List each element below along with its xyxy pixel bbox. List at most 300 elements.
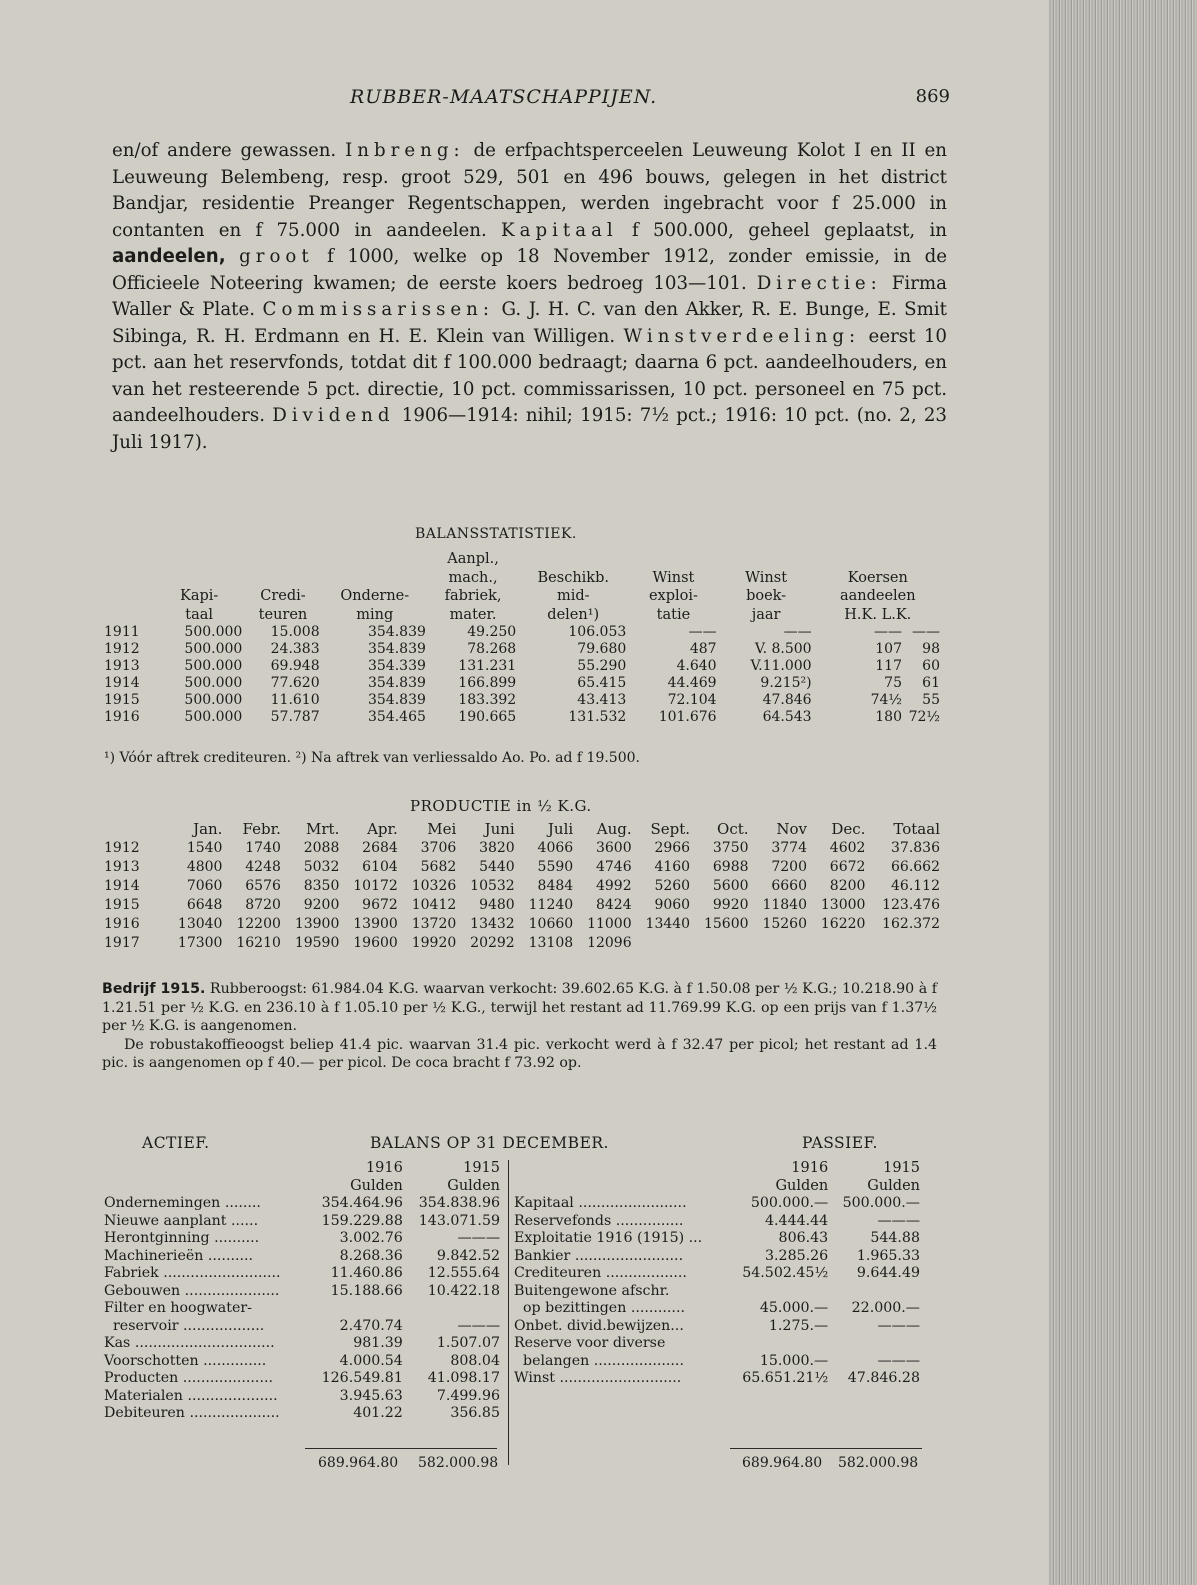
table-cell: 6104: [362, 859, 398, 875]
header-spacer: [102, 1160, 308, 1195]
balance-row: [102, 1353, 502, 1371]
balansstatistiek-table: [102, 550, 942, 726]
balance-item: Kas ...............................: [104, 1335, 275, 1351]
table-cell: [814, 709, 942, 726]
header-row: [102, 820, 942, 839]
balance-amount: 4.000.54: [339, 1352, 403, 1369]
table-cell: 1916: [104, 916, 140, 932]
koffie-paragraph: De robustakoffieoogst beliep 41.4 pic. waarvan 31.4 pic. verkocht werd à f 32.47 per picol; het restant ad 1.4 pic. is aangenomen op f 40.— per picol. De coca bracht f 73.92 op.: [102, 1036, 937, 1071]
balance-row: [102, 1283, 502, 1301]
table-cell: 6988: [712, 859, 749, 875]
bedrijf-label: Bedrijf 1915.: [102, 981, 206, 997]
year-header: 1915 Gulden: [447, 1160, 500, 1194]
balance-item: Nieuwe aanplant ......: [104, 1212, 259, 1229]
table-cell: 4602: [829, 840, 866, 856]
balance-row: [102, 1388, 502, 1406]
balance-amount: 3.285.26: [765, 1247, 829, 1264]
balance-amount: 47.846.28: [847, 1370, 920, 1386]
year-header: 1916 Gulden: [350, 1160, 403, 1194]
table-cell: 4.640: [676, 658, 717, 674]
table-cell: 131.532: [568, 709, 627, 725]
table-cell: 69.948: [270, 658, 320, 674]
balance-item: Bankier ........................: [514, 1247, 684, 1264]
balance-amount: 143.071.59: [418, 1212, 500, 1229]
productie-table: [102, 820, 942, 953]
table-cell: 183.392: [458, 692, 517, 708]
balance-amount: 126.549.81: [321, 1370, 403, 1386]
column-header: Aanpl., mach., fabriek, mater.: [444, 551, 502, 623]
table-cell: 3750: [712, 840, 749, 856]
table-cell: 13720: [411, 916, 457, 932]
table-cell: V.11.000: [750, 658, 812, 674]
balance-row: [102, 1265, 502, 1283]
column-header: Mei: [427, 820, 457, 838]
winstverdeeling-label: Winstverdeeling:: [623, 325, 861, 347]
actief-table: [102, 1160, 502, 1423]
company-description: [112, 138, 947, 456]
table-cell: 8720: [245, 897, 281, 913]
balance-row: [102, 1213, 502, 1231]
table-cell: 6576: [245, 878, 281, 894]
koers-hk: 74½: [870, 692, 902, 708]
text-fragment: de erfpachtsperceelen Leuweung Kolot I en II en Leuweung Belembeng, resp. groot 529, 501 en 496 bouws, gelegen in het district Bandjar, residentie Preanger Regentschappen, werden ingebracht voor f 25.000 in contanten en f 75.000 in aandeelen.: [112, 140, 947, 241]
inbreng-label: Inbreng:: [345, 140, 465, 161]
balance-item: Fabriek ..........................: [104, 1265, 281, 1281]
table-cell: 5260: [654, 878, 691, 894]
table-cell: 4800: [186, 859, 223, 875]
table-cell: 13440: [645, 916, 691, 932]
year-header: 1915 Gulden: [867, 1160, 920, 1194]
table-cell: 65.415: [577, 675, 627, 691]
table-cell: 4746: [595, 859, 632, 875]
table-cell: 12200: [236, 916, 281, 932]
column-header: Febr.: [242, 820, 281, 838]
balance-row: [102, 1318, 502, 1336]
table-cell: V. 8.500: [754, 641, 812, 657]
koers-lk: 61: [922, 675, 940, 691]
table-cell: 9.215²): [760, 675, 812, 691]
table-cell: 10660: [528, 916, 574, 932]
table-cell: 10532: [470, 878, 515, 894]
passief-total-1915: 582.000.98: [838, 1455, 919, 1471]
text-fragment: Firma Waller & Plate.: [112, 272, 947, 320]
table-cell: 10326: [411, 878, 457, 894]
balance-row: [512, 1370, 922, 1388]
balance-amount: 10.422.18: [427, 1282, 500, 1299]
balance-amount: 12.555.64: [427, 1265, 500, 1281]
table-cell: 106.053: [568, 624, 627, 640]
balance-amount: ———: [877, 1317, 920, 1334]
balance-row: [512, 1195, 922, 1213]
passief-label: PASSIEF.: [802, 1134, 878, 1152]
table-cell: 13900: [294, 916, 340, 932]
kapitaal-label: Kapitaal: [501, 219, 618, 241]
table-cell: 72.104: [667, 692, 717, 708]
balance-amount: 3.002.76: [339, 1230, 403, 1246]
table-row: [102, 624, 942, 641]
table-cell: 15600: [703, 916, 749, 932]
column-header: Credi- teuren: [258, 588, 308, 623]
table-cell: 11840: [762, 897, 807, 913]
text-fragment: en/of andere gewassen.: [112, 140, 346, 161]
table-cell: 487: [689, 641, 717, 657]
column-header: Winst boek- jaar: [745, 569, 788, 623]
balance-amount: ———: [457, 1230, 500, 1246]
table-cell: 1914: [104, 675, 140, 691]
table-cell: 3774: [771, 840, 807, 856]
table-cell: 79.680: [577, 641, 627, 657]
commissarissen-label: Commissarissen:: [262, 299, 495, 320]
column-header: Dec.: [831, 820, 866, 838]
table-cell: 1912: [104, 840, 140, 856]
balance-amount: 354.464.96: [321, 1195, 403, 1211]
table-cell: 13432: [470, 916, 515, 932]
table-cell: ——: [783, 624, 812, 640]
table-cell: 13108: [528, 935, 574, 951]
bedrijf-text: Rubberoogst: 61.984.04 K.G. waarvan verkocht: 39.602.65 K.G. à f 1.50.08 per ½ K.G.; 10.218.90 à f 1.21.51 per ½ K.G. en 236.10 à f 1.05.10 per ½ K.G., terwijl het restant ad 11.769.99 K.G. op een prijs van f 1.37½ per ½ K.G. is aangenomen.: [102, 981, 937, 1034]
table-cell: 1911: [104, 624, 140, 640]
table-cell: 13040: [177, 916, 223, 932]
balance-amount: [729, 1283, 830, 1301]
balance-amount: [729, 1335, 830, 1353]
bedrijf-section: [102, 980, 937, 1073]
table-cell: 1915: [104, 692, 140, 708]
table-cell: [814, 641, 942, 658]
table-cell: 123.476: [882, 897, 940, 913]
table-cell: 16220: [820, 916, 866, 932]
table-cell: 13900: [353, 916, 398, 932]
text-fragment: eerst 10 pct. aan het reservfonds, totdat dit f 100.000 bedraagt; daarna 6 pct. aandeelhouders, en van het resteerende 5 pct. directie, 10 pct. commissarissen, 10 pct. personeel en 75 pct. aandeelhouders.: [112, 325, 947, 426]
text-fragment: f 1000, welke op 18 November 1912, zonder emissie, in de Officieele Noteering kwamen; de eerste koers bedroeg 103—101.: [112, 246, 947, 294]
table-cell: 8350: [303, 878, 340, 894]
table-cell: 66.662: [891, 859, 940, 875]
table-cell: 37.836: [891, 840, 940, 856]
column-header: [102, 820, 166, 839]
table-cell: 8200: [829, 878, 866, 894]
header-spacer: [512, 1160, 729, 1195]
column-header: Juli: [547, 820, 574, 838]
table-cell: 9480: [479, 897, 515, 913]
table-cell: 162.372: [882, 916, 940, 932]
balance-item: op bezittingen ............: [514, 1300, 685, 1316]
koers-hk: 75: [884, 675, 902, 691]
aandeelen-label: aandeelen,: [112, 246, 226, 267]
balance-amount: 354.838.96: [418, 1195, 500, 1211]
balance-amount: 7.499.96: [436, 1387, 500, 1404]
table-cell: 15260: [762, 916, 807, 932]
balance-item: Voorschotten ..............: [104, 1352, 267, 1369]
table-cell: ——: [688, 624, 717, 640]
balance-row: [102, 1405, 502, 1423]
column-header: Totaal: [893, 820, 940, 838]
koers-lk: 72½: [908, 709, 940, 725]
table-cell: 16210: [236, 935, 281, 951]
balance-row: [512, 1335, 922, 1353]
table-cell: [814, 692, 942, 709]
balance-amount: 3.945.63: [339, 1387, 403, 1404]
table-cell: 500.000: [184, 624, 243, 640]
balance-amount: 54.502.45½: [742, 1265, 829, 1281]
table-cell: 5032: [303, 859, 340, 875]
balance-row: [512, 1318, 922, 1336]
text-fragment: f 500.000, geheel geplaatst, in: [617, 219, 947, 241]
column-header: Apr.: [367, 820, 398, 838]
balance-amount: ———: [877, 1352, 920, 1369]
balansstatistiek-footnotes: ¹) Vóór aftrek crediteuren. ²) Na aftrek van verliessaldo Ao. Po. ad f 19.500.: [104, 750, 640, 766]
table-row: [102, 858, 942, 877]
balance-amount: ———: [877, 1212, 920, 1229]
table-cell: 1916: [104, 709, 140, 725]
balance-amount: 11.460.86: [330, 1265, 403, 1281]
table-cell: 11.610: [270, 692, 320, 708]
table-cell: 354.839: [367, 692, 426, 708]
table-cell: 354.839: [367, 641, 426, 657]
actief-sum-line: [305, 1448, 497, 1449]
balance-amount: 15.188.66: [330, 1282, 403, 1299]
table-cell: 3600: [595, 840, 632, 856]
balance-item: Filter en hoogwater-: [104, 1300, 252, 1316]
table-cell: 10172: [353, 878, 398, 894]
table-cell: 46.112: [891, 878, 940, 894]
column-header: Oct.: [717, 820, 749, 838]
table-cell: 5440: [479, 859, 515, 875]
balance-amount: 544.88: [870, 1230, 920, 1246]
table-cell: 6660: [771, 878, 807, 894]
header-row: [512, 1160, 922, 1195]
balance-item: Herontginning ..........: [104, 1230, 260, 1246]
table-cell: 43.413: [577, 692, 627, 708]
header-row: [102, 550, 942, 624]
description-paragraph: [112, 138, 947, 456]
balance-amount: ———: [457, 1317, 500, 1334]
balance-item: Gebouwen .....................: [104, 1282, 280, 1299]
table-cell: 166.899: [458, 675, 517, 691]
table-cell: 6648: [186, 897, 223, 913]
balance-amount: 1.507.07: [436, 1335, 500, 1351]
header-row: [102, 1160, 502, 1195]
balance-amount: [308, 1300, 405, 1318]
table-cell: [809, 934, 867, 953]
table-cell: 24.383: [270, 641, 320, 657]
table-cell: 500.000: [184, 709, 243, 725]
balance-item: Buitengewone afschr.: [514, 1282, 670, 1299]
balance-row: [102, 1230, 502, 1248]
table-cell: 47.846: [762, 692, 812, 708]
productie-title: PRODUCTIE in ½ K.G.: [410, 797, 592, 815]
table-cell: 1912: [104, 641, 140, 657]
table-cell: 9200: [303, 897, 340, 913]
balance-item: reservoir ..................: [104, 1317, 265, 1334]
table-cell: 20292: [470, 935, 515, 951]
balance-item: Producten ....................: [104, 1370, 273, 1386]
balance-item: Reservefonds ...............: [514, 1212, 684, 1229]
table-cell: 1740: [245, 840, 281, 856]
table-cell: 354.465: [367, 709, 426, 725]
balance-row: [512, 1248, 922, 1266]
table-cell: 10412: [411, 897, 457, 913]
balance-amount: 2.470.74: [339, 1317, 403, 1334]
table-cell: [692, 934, 750, 953]
koers-hk: ——: [874, 624, 902, 640]
table-cell: 17300: [177, 935, 223, 951]
koers-lk: 55: [922, 692, 940, 708]
table-row: [102, 877, 942, 896]
table-cell: 354.839: [367, 624, 426, 640]
table-cell: 1914: [104, 878, 140, 894]
table-cell: 4160: [654, 859, 691, 875]
balance-amount: 22.000.—: [851, 1300, 920, 1316]
balance-amount: 1.275.—: [768, 1317, 829, 1334]
table-row: [102, 641, 942, 658]
koers-hk: 107: [875, 641, 902, 657]
actief-label: ACTIEF.: [142, 1134, 210, 1152]
table-cell: 49.250: [467, 624, 517, 640]
balance-item: Winst ...........................: [514, 1370, 682, 1386]
table-row: [102, 915, 942, 934]
balance-item: Exploitatie 1916 (1915) ...: [514, 1230, 703, 1246]
table-cell: 500.000: [184, 641, 243, 657]
balance-row: [102, 1248, 502, 1266]
column-divider: [508, 1160, 509, 1465]
table-cell: 101.676: [658, 709, 717, 725]
table-row: [102, 934, 942, 953]
balansstatistiek-title: BALANSSTATISTIEK.: [415, 526, 577, 542]
koers-lk: 98: [922, 641, 940, 657]
koers-hk: 117: [875, 658, 902, 674]
balance-item: Crediteuren ..................: [514, 1265, 687, 1281]
balans-title: BALANS OP 31 DECEMBER.: [370, 1134, 609, 1152]
balance-amount: 9.644.49: [856, 1265, 920, 1281]
balance-amount: 4.444.44: [765, 1212, 829, 1229]
balance-amount: 981.39: [353, 1335, 403, 1351]
table-cell: [814, 658, 942, 675]
column-header: Onderne- ming: [340, 588, 410, 623]
table-cell: 8484: [537, 878, 574, 894]
table-cell: 500.000: [184, 692, 243, 708]
koers-lk: ——: [912, 624, 940, 640]
table-cell: 57.787: [270, 709, 320, 725]
balance-item: Machinerieën ..........: [104, 1247, 253, 1264]
balance-row: [102, 1370, 502, 1388]
column-header: Sept.: [650, 820, 691, 838]
table-cell: 1540: [186, 840, 223, 856]
table-row: [102, 675, 942, 692]
column-header: Winst exploi- tatie: [648, 569, 698, 623]
table-cell: 1915: [104, 897, 140, 913]
year-header: 1916 Gulden: [775, 1160, 829, 1194]
table-cell: 3820: [479, 840, 515, 856]
bedrijf-paragraph: [102, 980, 937, 1036]
column-header: Kapi- taal: [180, 588, 219, 623]
column-header: Koersen aandeelen H.K. L.K.: [839, 569, 916, 623]
table-cell: 3706: [420, 840, 457, 856]
table-row: [102, 839, 942, 858]
groot-label: groot: [239, 246, 314, 267]
page-number: 869: [915, 86, 950, 107]
column-header: Juni: [484, 820, 515, 838]
table-cell: [867, 934, 942, 953]
table-cell: [814, 675, 942, 692]
balance-row: [512, 1300, 922, 1318]
table-cell: 8424: [595, 897, 632, 913]
balance-item: Materialen ....................: [104, 1387, 278, 1404]
table-cell: 64.543: [762, 709, 812, 725]
table-cell: 1917: [104, 935, 140, 951]
balance-amount: 159.229.88: [321, 1212, 403, 1229]
table-cell: 12096: [587, 935, 632, 951]
koers-hk: 180: [875, 709, 902, 725]
balance-row: [512, 1353, 922, 1371]
column-header: [102, 550, 154, 624]
table-cell: 4248: [245, 859, 281, 875]
balance-item: Onbet. divid.bewijzen...: [514, 1317, 684, 1334]
directie-label: Directie:: [756, 272, 882, 294]
balance-row: [102, 1335, 502, 1353]
balance-amount: 9.842.52: [436, 1247, 500, 1264]
balance-amount: 15.000.—: [759, 1352, 829, 1369]
table-cell: 2088: [303, 840, 340, 856]
table-cell: 9672: [362, 897, 398, 913]
balance-amount: 1.965.33: [856, 1247, 920, 1264]
table-cell: 6672: [829, 859, 866, 875]
running-title: RUBBER-MAATSCHAPPIJEN.: [350, 86, 658, 108]
balance-item: belangen ....................: [514, 1352, 684, 1369]
text-fragment: 1906—1914: nihil; 1915: 7½ pct.; 1916: 10 pct. (no. 2, 23 Juli 1917).: [112, 405, 947, 453]
balance-amount: 41.098.17: [427, 1370, 500, 1386]
table-cell: 55.290: [577, 658, 627, 674]
page-header: [100, 86, 950, 112]
table-cell: 5682: [420, 859, 457, 875]
table-cell: 1913: [104, 859, 140, 875]
table-cell: 19920: [411, 935, 457, 951]
balance-row: [512, 1265, 922, 1283]
actief-total-1915: 582.000.98: [418, 1455, 499, 1471]
table-cell: 77.620: [270, 675, 320, 691]
table-cell: 354.339: [367, 658, 426, 674]
table-cell: 19600: [353, 935, 398, 951]
table-cell: 9060: [654, 897, 691, 913]
table-cell: 15.008: [270, 624, 320, 640]
balance-row: [102, 1300, 502, 1318]
column-header: Aug.: [596, 820, 632, 838]
column-header: Mrt.: [306, 820, 340, 838]
balance-amount: 806.43: [778, 1230, 829, 1246]
table-cell: 11000: [587, 916, 632, 932]
table-cell: 131.231: [458, 658, 517, 674]
passief-table: [512, 1160, 922, 1388]
table-cell: 19590: [294, 935, 340, 951]
table-cell: [814, 624, 942, 641]
table-cell: 500.000: [184, 675, 243, 691]
book-page-edges: [1048, 0, 1197, 1585]
table-cell: 7060: [186, 878, 223, 894]
table-cell: 2966: [654, 840, 691, 856]
table-cell: 354.839: [367, 675, 426, 691]
balance-amount: [405, 1300, 502, 1318]
table-cell: 5600: [712, 878, 749, 894]
balance-amount: [830, 1283, 922, 1301]
balance-amount: [830, 1335, 922, 1353]
balance-row: [512, 1230, 922, 1248]
balance-amount: 45.000.—: [759, 1300, 829, 1316]
table-cell: 500.000: [184, 658, 243, 674]
text-fragment: G. J. H. C. van den Akker, R. E. Bunge, E. Smit Sibinga, R. H. Erdmann en H. E. Klein van Willigen.: [112, 299, 947, 347]
balans-header: [102, 1134, 942, 1154]
column-header: Jan.: [193, 820, 223, 838]
balance-row: [512, 1283, 922, 1301]
balance-amount: 500.000.—: [842, 1195, 920, 1211]
passief-sum-line: [730, 1448, 922, 1449]
